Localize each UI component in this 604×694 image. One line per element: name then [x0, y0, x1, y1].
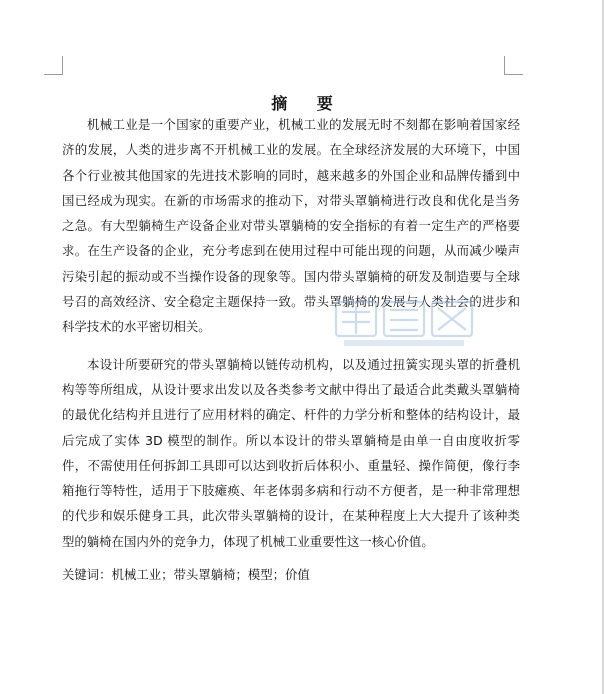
keywords-line: 关键词：机械工业；带头罩躺椅；模型；价值	[62, 567, 310, 583]
crop-mark-top-left	[44, 56, 63, 75]
abstract-paragraph-2: 本设计所要研究的带头罩躺椅以链传动机构，以及通过扭簧实现头罩的折叠机构等等所组成，从设计要求出发以及各类参考文献中得出了最适合此类戴头罩躺椅的最优化结构并且进行了应用材料的确定、杆件的力学分析和整体的结构设计，最后完成了实体 3D 模型的制作。所以本设计的带头罩躺椅是由单一自由度收折零件，不需使用任何拆卸工具即可以达到收折后体积小、重量轻、操作简便，像行李箱拖行等特性，适用于下肢瘫痪、年老体弱多病和行动不方便者，是一种非常理想的代步和娱乐健身工具，此次带头罩躺椅的设计，在某种程度上大大提升了该种类型的躺椅在国内外的竞争力，体现了机械工业重要性这一核心价值。	[62, 356, 520, 549]
watermark-logo	[330, 296, 480, 352]
crop-mark-top-right	[504, 56, 523, 75]
abstract-paragraph-1: 机械工业是一个国家的重要产业，机械工业的发展无时不刻都在影响着国家经济的发展，人类的进步离不开机械工业的发展。在全球经济发展的大环境下，中国各个行业被其他国家的先进技术影响的同时，越来越多的外国企业和品牌传播到中国已经成为现实。在新的市场需求的推动下，对带头罩躺椅进行改良和优化是当务之急。有大型躺椅生产设备企业对带头罩躺椅的安全指标的有着一定生产的严格要求。在生产设备的企业，充分考虑到在使用过程中可能出现的问题，从而减少噪声污染引起的振动或不当操作设备的现象等。国内带头罩躺椅的研发及制造要与全球号召的高效经济、安全稳定主题保持一致。带头罩躺椅的发展与人类社会的进步和科学技术的水平密切相关。	[62, 117, 520, 335]
abstract-title: 摘 要	[271, 93, 345, 113]
